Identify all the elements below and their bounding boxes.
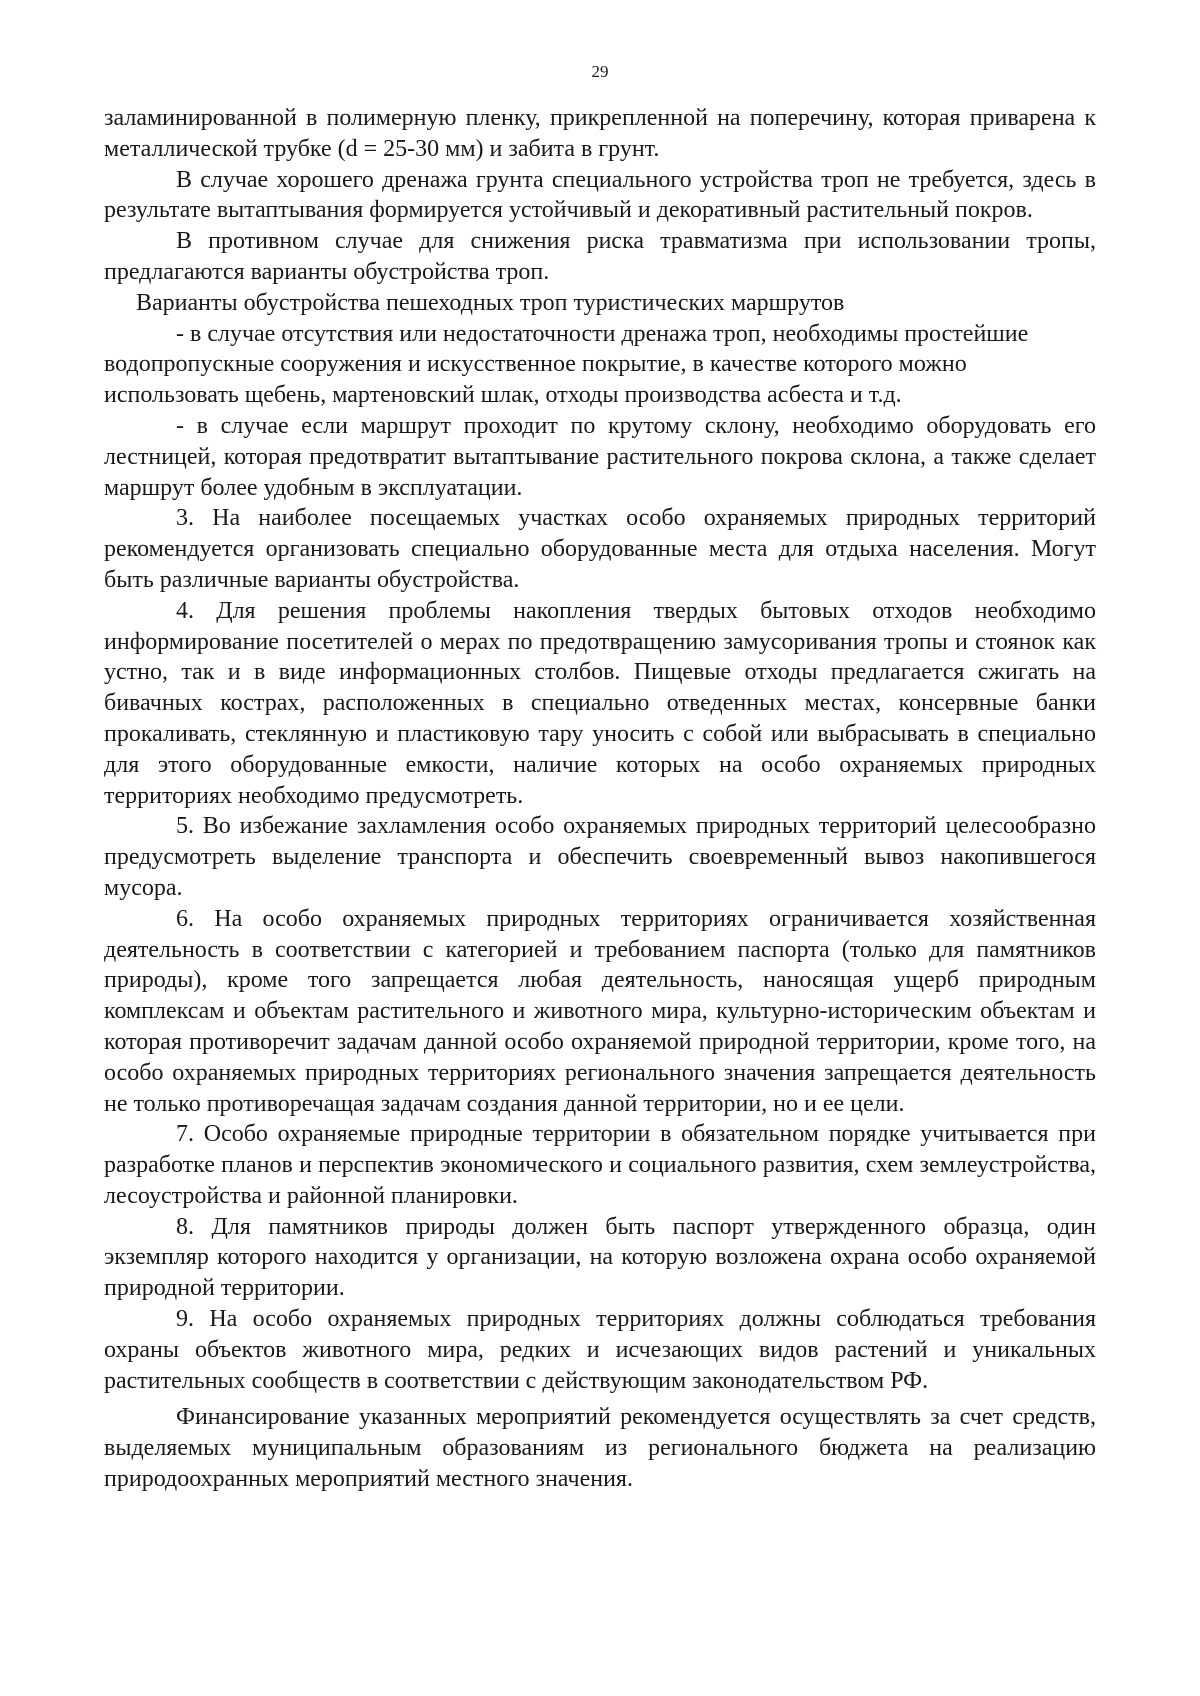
paragraph-trail-variants-heading: Варианты обустройства пешеходных троп туристических маршрутов <box>136 289 845 316</box>
paragraph-drainage-good: В случае хорошего дренажа грунта специального устройства троп не требуется, здесь в результате вытаптывания формируется устойчивый и декоративный растительный покров. <box>104 166 1096 224</box>
paragraph-item-4: 4. Для решения проблемы накопления твердых бытовых отходов необходимо информирование посетителей о мерах по предотвращению замусоривания тропы и стоянок как устно, так и в виде информационных столбов. Пищевые отходы предлагается сжигать на бивачных кострах, расположенных в специально отведенных местах, консервные банки прокаливать, стеклянную и пластиковую тару уносить с собой или выбрасывать в специально для этого оборудованные емкости, наличие которых на особо охраняемых природных территориях необходимо предусмотреть. <box>104 597 1096 809</box>
paragraph-item-3: 3. На наиболее посещаемых участках особо охраняемых природных территорий рекомендуется организовать специально оборудованные места для отдыха населения. Могут быть различные варианты обустройства. <box>104 505 1096 593</box>
paragraph-item-6: 6. На особо охраняемых природных территориях ограничивается хозяйственная деятельность в соответствии с категорией и требованием паспорта (только для памятников природы), кроме того запрещается любая деятельность, наносящая ущерб природным комплексам и объектам растительного и животного мира, культурно-историческим объектам и которая противоречит задачам данной особо охраняемой природной территории, кроме того, на особо охраняемых природных территориях регионального значения запрещается деятельность не только противоречащая задачам создания данной территории, но и ее цели. <box>104 905 1096 1117</box>
page-number: 29 <box>591 62 609 81</box>
paragraph-financing: Финансирование указанных мероприятий рекомендуется осуществлять за счет средств, выделяемых муниципальным образованиям из регионального бюджета на реализацию природоохранных мероприятий местного значения. <box>104 1404 1096 1493</box>
document-body <box>104 103 1096 1495</box>
paragraph-item-5: 5. Во избежание захламления особо охраняемых природных территорий целесообразно предусмотреть выделение транспорта и обеспечить своевременный вывоз накопившегося мусора. <box>104 813 1096 901</box>
paragraph-drainage-otherwise: В противном случае для снижения риска травматизма при использовании тропы, предлагаются варианты обустройства троп. <box>104 228 1096 285</box>
list-item-steep-slope: - в случае если маршрут проходит по крутому склону, необходимо оборудовать его лестницей, которая предотвратит вытаптывание растительного покрова склона, а также сделает маршрут более удобным в эксплуатации. <box>104 412 1096 501</box>
paragraph-item-8: 8. Для памятников природы должен быть паспорт утвержденного образца, один экземпляр которого находится у организации, на которую возложена охрана особо охраняемой природной территории. <box>104 1213 1096 1302</box>
list-item-drainage-lack: - в случае отсутствия или недостаточности дренажа троп, необходимы простейшие водопропускные сооружения и искусственное покрытие, в качестве которого можно использовать щебень, мартеновский шлак, отходы производства асбеста и т.д. <box>104 320 1029 409</box>
paragraph-item-9: 9. На особо охраняемых природных территориях должны соблюдаться требования охраны объектов животного мира, редких и исчезающих видов растений и уникальных растительных сообществ в соответствии с действующим законодательством РФ. <box>104 1306 1096 1394</box>
paragraph-continuation: заламинированной в полимерную пленку, прикрепленной на поперечину, которая приварена к металлической трубке (d = 25-30 мм) и забита в грунт. <box>104 105 1096 162</box>
paragraph-item-7: 7. Особо охраняемые природные территории в обязательном порядке учитывается при разработке планов и перспектив экономического и социального развития, схем землеустройства, лесоустройства и районной планировки. <box>104 1121 1096 1209</box>
